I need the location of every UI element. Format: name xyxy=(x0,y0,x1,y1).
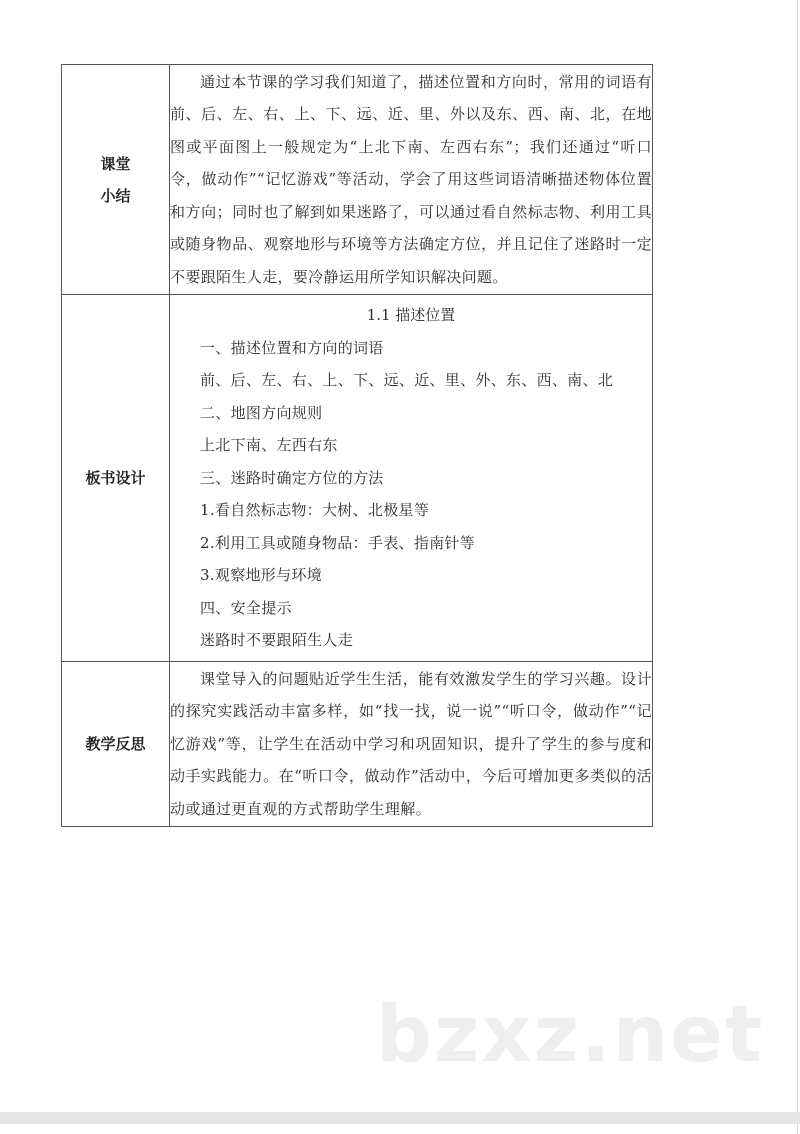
row-content-summary xyxy=(170,65,653,295)
board-line: 迷路时不要跟陌生人走 xyxy=(200,631,354,650)
row-label-board-design: 板书设计 xyxy=(62,295,170,662)
watermark: bzxz.net xyxy=(376,990,765,1080)
row-content-board-design xyxy=(170,295,653,662)
board-line: 2.利用工具或随身物品：手表、指南针等 xyxy=(200,533,476,552)
summary-paragraph: 通过本节课的学习我们知道了，描述位置和方向时，常用的词语有前、后、左、右、上、下、远、近、里、外以及东、西、南、北，在地图或平面图上一般规定为“上北下南、左西右东”；我们还通过“听口令，做动作”“记忆游戏”等活动，学会了用这些词语清晰描述物体位置和方向；同时也了解到如果迷路了，可以通过看自然标志物、利用工具或随身物品、观察地形与环境等方法确定方位，并且记住了迷路时一定不要跟陌生人走，要冷静运用所学知识解决问题。 xyxy=(170,72,652,286)
table-row-summary xyxy=(62,65,653,295)
board-line: 1.看自然标志物：大树、北极星等 xyxy=(200,501,430,520)
row-label-line: 小结 xyxy=(100,186,131,205)
board-line: 上北下南、左西右东 xyxy=(200,436,338,455)
table-row-reflection xyxy=(62,662,653,827)
board-title: 1.1 描述位置 xyxy=(366,306,456,325)
board-line: 前、后、左、右、上、下、远、近、里、外、东、西、南、北 xyxy=(200,371,614,390)
next-page-edge xyxy=(0,1124,798,1134)
table-row-board-design xyxy=(62,295,653,662)
board-line: 3.观察地形与环境 xyxy=(200,566,323,585)
board-line: 三、迷路时确定方位的方法 xyxy=(200,468,384,487)
page-separator xyxy=(0,1112,800,1124)
row-label-summary xyxy=(62,65,170,295)
row-content-reflection xyxy=(170,662,653,827)
row-label-line: 课堂 xyxy=(100,154,131,173)
board-line: 一、描述位置和方向的词语 xyxy=(200,338,384,357)
reflection-paragraph: 课堂导入的问题贴近学生生活，能有效激发学生的学习兴趣。设计的探究实践活动丰富多样，如“找一找，说一说”“听口令，做动作”“记忆游戏”等，让学生在活动中学习和巩固知识，提升了学生的参与度和动手实践能力。在“听口令，做动作”活动中，今后可增加更多类似的活动或通过更直观的方式帮助学生理解。 xyxy=(170,669,652,818)
lesson-plan-table xyxy=(61,64,653,827)
board-line: 二、地图方向规则 xyxy=(200,403,323,422)
board-line: 四、安全提示 xyxy=(200,598,292,617)
row-label-reflection: 教学反思 xyxy=(62,662,170,827)
